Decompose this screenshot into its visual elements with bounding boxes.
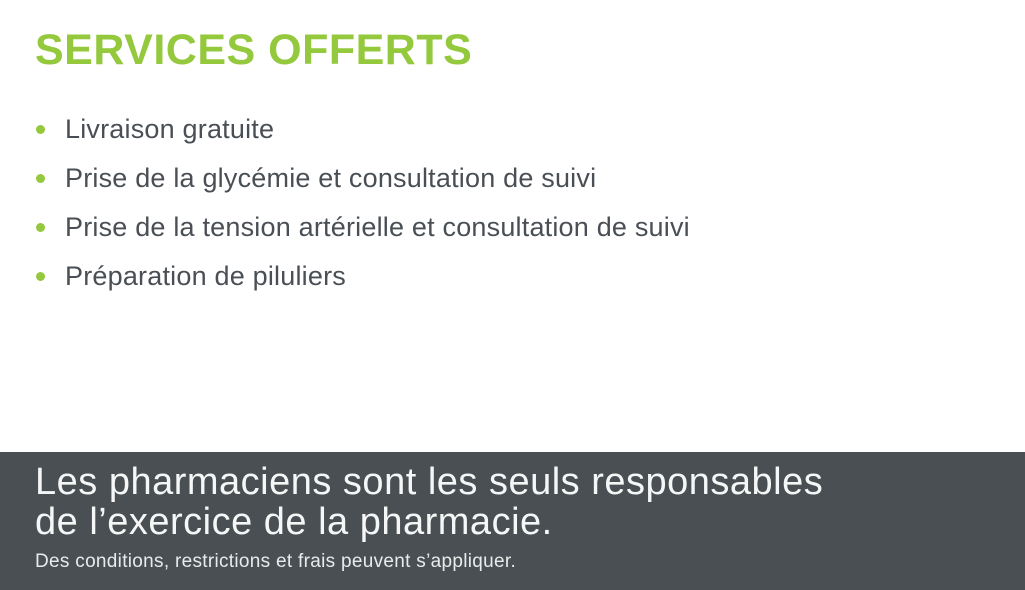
list-item xyxy=(35,105,690,154)
bullet-icon xyxy=(36,223,45,232)
bullet-icon xyxy=(36,125,45,134)
page-title: SERVICES OFFERTS xyxy=(35,26,473,74)
service-label: Livraison gratuite xyxy=(65,114,275,144)
footer-disclaimer: Des conditions, restrictions et frais peuvent s’appliquer. xyxy=(35,551,517,572)
service-label: Préparation de piluliers xyxy=(65,261,346,291)
footer-headline xyxy=(35,462,1025,542)
service-label: Prise de la glycémie et consultation de suivi xyxy=(65,163,597,193)
bullet-icon xyxy=(36,272,45,281)
services-list xyxy=(35,105,690,301)
footer-headline-line1: Les pharmaciens sont les seuls responsables xyxy=(35,461,824,503)
list-item xyxy=(35,154,690,203)
footer-headline-line2: de l’exercice de la pharmacie. xyxy=(35,501,553,543)
footer-banner xyxy=(0,452,1025,590)
service-label: Prise de la tension artérielle et consultation de suivi xyxy=(65,212,690,242)
list-item xyxy=(35,203,690,252)
list-item xyxy=(35,252,690,301)
bullet-icon xyxy=(36,174,45,183)
